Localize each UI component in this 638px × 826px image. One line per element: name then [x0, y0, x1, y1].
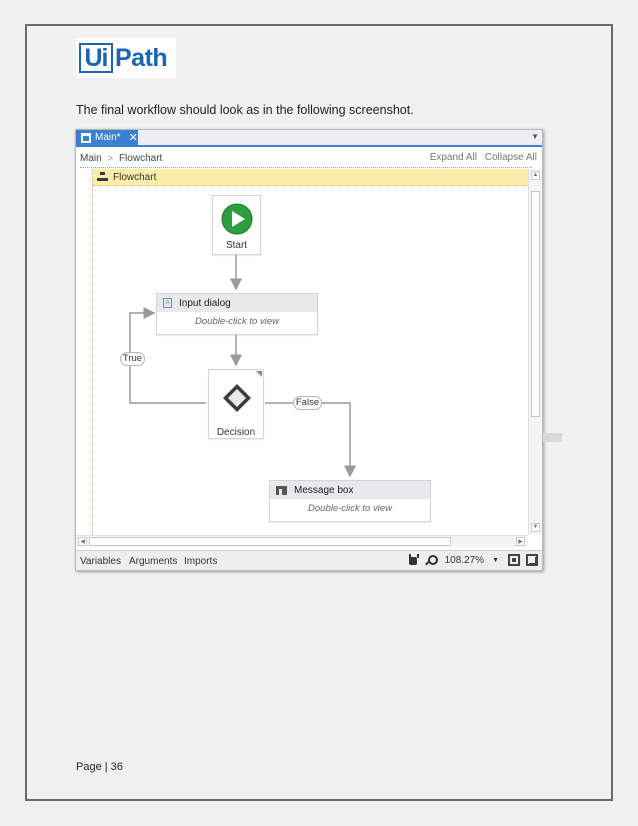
- decision-label: Decision: [216, 427, 256, 438]
- imports-tab[interactable]: Imports: [184, 556, 218, 567]
- workflow-designer: [75, 129, 543, 571]
- input-dialog-icon: A: [163, 298, 172, 308]
- tab-main[interactable]: [76, 130, 138, 145]
- status-bar: [76, 550, 542, 570]
- overview-icon[interactable]: [526, 554, 538, 566]
- logo-rest-text: Path: [115, 43, 168, 72]
- message-box-title: Message box: [294, 484, 354, 496]
- intro-text: The final workflow should look as in the following screenshot.: [76, 103, 414, 117]
- input-dialog-hint: Double-click to view: [195, 316, 279, 327]
- vertical-scrollbar[interactable]: [528, 169, 542, 535]
- uipath-logo: [76, 38, 176, 78]
- collapse-all-button[interactable]: Collapse All: [484, 152, 537, 163]
- tab-dropdown-icon[interactable]: ▼: [531, 132, 539, 141]
- tab-bar: [76, 130, 542, 147]
- play-icon: [221, 203, 253, 235]
- arguments-tab[interactable]: Arguments: [129, 556, 178, 567]
- divider: [80, 167, 532, 168]
- horizontal-scrollbar[interactable]: [76, 535, 528, 547]
- background-strip: [543, 433, 562, 442]
- expand-corner-icon[interactable]: [256, 371, 262, 377]
- variables-tab[interactable]: Variables: [80, 556, 121, 567]
- start-node[interactable]: [212, 195, 261, 255]
- decision-node[interactable]: [208, 369, 264, 439]
- fit-to-screen-icon[interactable]: [508, 554, 520, 566]
- zoom-dropdown-icon[interactable]: ▼: [492, 556, 499, 564]
- message-box-header: [270, 481, 430, 499]
- horizontal-scroll-thumb[interactable]: [89, 537, 451, 546]
- logo-boxed-text: Ui: [79, 43, 113, 73]
- input-dialog-title: Input dialog: [179, 297, 231, 309]
- breadcrumb: [76, 149, 542, 167]
- true-branch-label: True: [120, 352, 145, 366]
- scroll-right-icon[interactable]: ▶: [516, 537, 525, 546]
- expand-all-button[interactable]: Expand All: [429, 152, 477, 163]
- zoom-level[interactable]: 108.27%: [444, 554, 485, 566]
- flowchart-header-label: Flowchart: [113, 171, 157, 183]
- hand-icon[interactable]: [407, 554, 418, 566]
- zoom-icon[interactable]: [425, 555, 436, 566]
- page-number: Page | 36: [76, 761, 123, 773]
- input-dialog-header: [157, 294, 317, 312]
- tab-main-label: Main*: [95, 132, 121, 143]
- vertical-scroll-thumb[interactable]: [531, 191, 540, 417]
- scroll-up-icon[interactable]: ▲: [532, 172, 539, 178]
- input-dialog-activity[interactable]: [156, 293, 318, 335]
- message-box-hint: Double-click to view: [308, 503, 392, 514]
- close-icon[interactable]: ✕: [128, 132, 138, 144]
- scroll-left-icon[interactable]: ◀: [78, 537, 87, 546]
- message-box-icon: [276, 486, 287, 495]
- decision-diamond-icon: [222, 383, 252, 413]
- start-label: Start: [225, 240, 248, 251]
- breadcrumb-flowchart[interactable]: Flowchart: [118, 152, 163, 164]
- breadcrumb-main[interactable]: Main: [80, 152, 102, 164]
- message-box-activity[interactable]: [269, 480, 431, 522]
- scroll-down-icon[interactable]: ▼: [532, 524, 539, 530]
- connector-false-branch: [265, 403, 350, 476]
- chevron-right-icon: >: [107, 153, 113, 163]
- document-icon: [81, 133, 91, 143]
- flowchart-canvas[interactable]: [92, 169, 528, 535]
- false-branch-label: False: [293, 396, 322, 410]
